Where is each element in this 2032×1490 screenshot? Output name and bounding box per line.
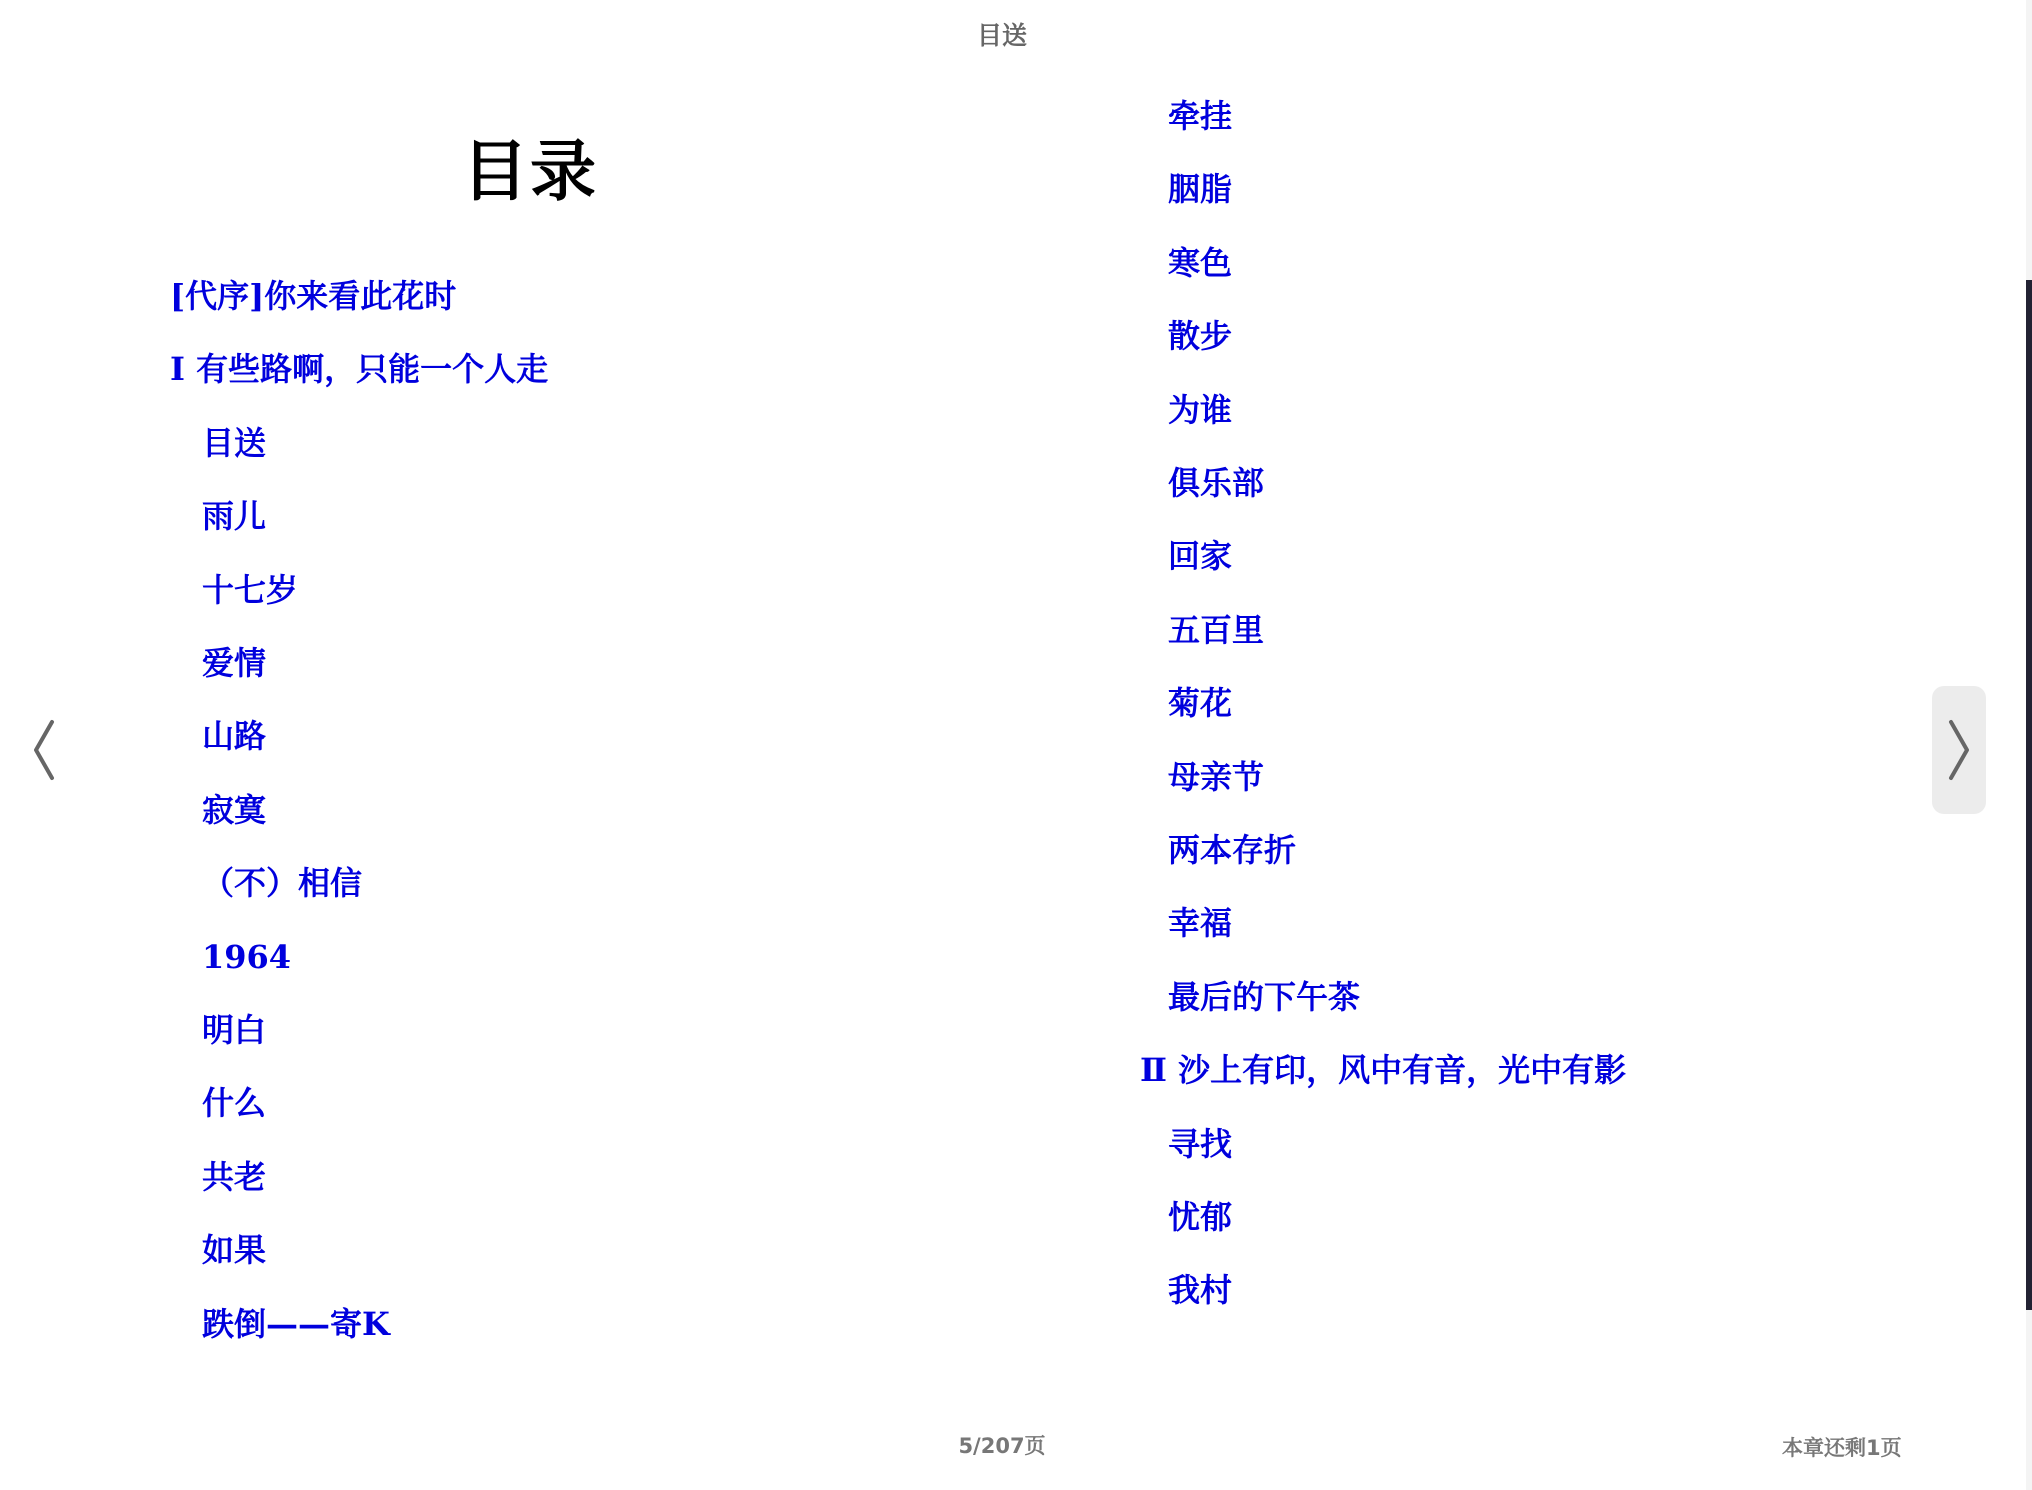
toc-chapter-link[interactable]: 山路 [202, 717, 267, 755]
toc-chapter-link[interactable]: 胭脂 [1168, 170, 1233, 208]
page-indicator: 5/207页 [958, 1434, 1046, 1458]
toc-chapter-link[interactable]: （不）相信 [202, 864, 363, 902]
toc-chapter-link[interactable]: 牵挂 [1168, 97, 1233, 135]
toc-chapter-link[interactable]: 跌倒——寄K [202, 1305, 390, 1343]
toc-chapter-link[interactable]: 我村 [1168, 1271, 1233, 1309]
toc-chapter-link[interactable]: 共老 [202, 1158, 267, 1196]
toc-title: 目录 [462, 132, 598, 210]
toc-section-link[interactable]: Ⅱ 沙上有印，风中有音，光中有影 [1140, 1051, 1627, 1089]
toc-chapter-link[interactable]: 明白 [202, 1011, 267, 1049]
toc-section-link[interactable]: I 有些路啊，只能一个人走 [170, 350, 549, 388]
prev-page-button[interactable] [18, 710, 70, 790]
book-title: 目送 [976, 21, 1027, 50]
chevron-right-icon [1945, 718, 1973, 782]
toc-chapter-link[interactable]: 回家 [1168, 537, 1233, 575]
toc-chapter-link[interactable]: 五百里 [1168, 611, 1265, 649]
toc-section-link[interactable]: [代序]你来看此花时 [170, 277, 457, 315]
toc-chapter-link[interactable]: 忧郁 [1168, 1198, 1233, 1236]
chapter-remaining: 本章还剩1页 [1782, 1436, 1902, 1460]
toc-chapter-link[interactable]: 爱情 [202, 644, 267, 682]
toc-chapter-link[interactable]: 目送 [202, 424, 267, 462]
toc-chapter-link[interactable]: 寂寞 [202, 791, 267, 829]
toc-chapter-link[interactable]: 如果 [202, 1231, 267, 1269]
scrollbar-track[interactable] [2026, 0, 2032, 1490]
toc-chapter-link[interactable]: 幸福 [1168, 904, 1233, 942]
chevron-left-icon [30, 718, 58, 782]
toc-chapter-link[interactable]: 菊花 [1168, 684, 1233, 722]
toc-chapter-link[interactable]: 为谁 [1168, 391, 1233, 429]
toc-chapter-link[interactable]: 散步 [1168, 317, 1233, 355]
toc-chapter-link[interactable]: 寒色 [1168, 244, 1233, 282]
toc-chapter-link[interactable]: 俱乐部 [1168, 464, 1265, 502]
scrollbar-thumb[interactable] [2026, 280, 2032, 1310]
toc-chapter-link[interactable]: 什么 [202, 1084, 267, 1122]
next-page-button[interactable] [1932, 686, 1986, 814]
toc-chapter-link[interactable]: 寻找 [1168, 1125, 1233, 1163]
toc-chapter-link[interactable]: 母亲节 [1168, 758, 1265, 796]
toc-chapter-link[interactable]: 两本存折 [1168, 831, 1297, 869]
toc-chapter-link[interactable]: 1964 [202, 938, 292, 976]
toc-chapter-link[interactable]: 雨儿 [202, 497, 267, 535]
toc-chapter-link[interactable]: 最后的下午茶 [1168, 978, 1361, 1016]
toc-chapter-link[interactable]: 十七岁 [202, 571, 299, 609]
